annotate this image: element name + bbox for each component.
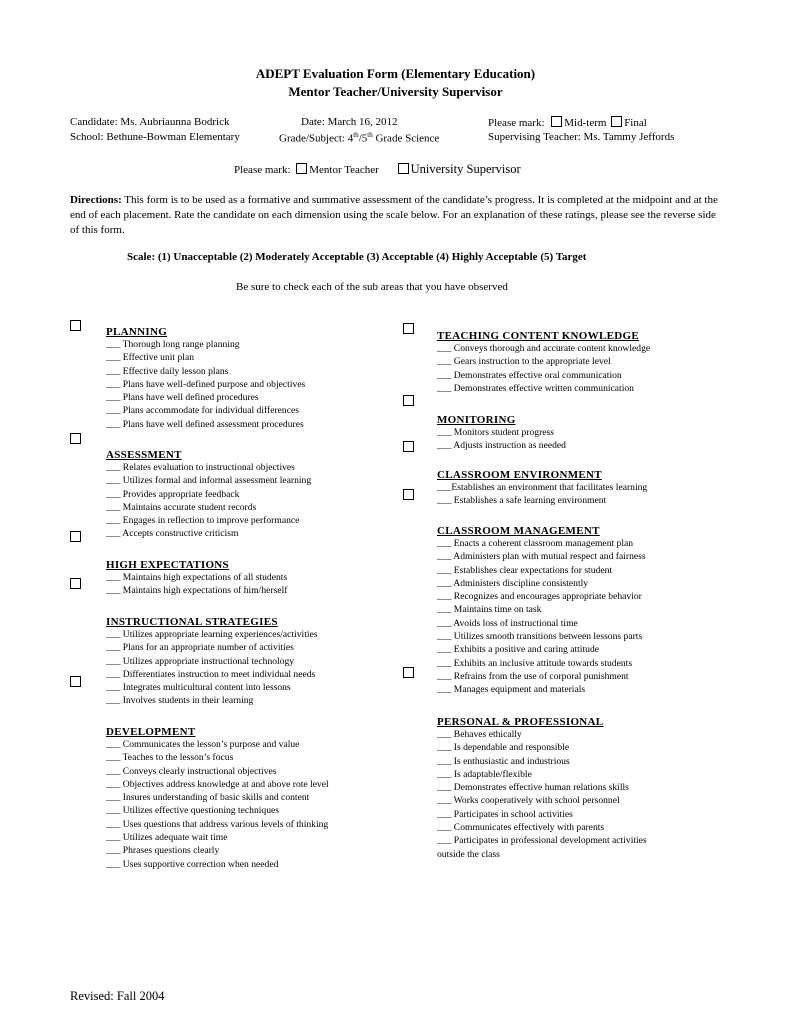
supervising-teacher: Supervising Teacher: Ms. Tammy Jeffords <box>488 131 675 143</box>
mentor-teacher-checkbox[interactable] <box>296 163 307 174</box>
criterion-item: ___ Participates in school activities <box>437 808 573 820</box>
final-label: Final <box>624 117 647 129</box>
criterion-item: ___ Utilizes formal and informal assessment learning <box>106 475 312 487</box>
criterion-item: ___ Uses supportive correction when needed <box>106 858 279 870</box>
criterion-item: ___ Demonstrates effective written communication <box>437 382 634 394</box>
section-title: HIGH EXPECTATIONS <box>106 559 229 571</box>
criterion-item: ___ Utilizes effective questioning techniques <box>106 805 279 817</box>
section-title: MONITORING <box>437 414 516 426</box>
criterion-item: ___ Plans for an appropriate number of activities <box>106 642 294 654</box>
personal-professional-checkbox[interactable] <box>403 667 414 678</box>
criterion-item: ___ Thorough long range planning <box>106 339 240 350</box>
section-high-expectations <box>106 559 287 598</box>
criterion-item: ___ Integrates multicultural content into lessons <box>106 682 291 694</box>
section-title: PLANNING <box>106 326 168 338</box>
planning-checkbox[interactable] <box>70 320 81 331</box>
item-list <box>437 728 647 861</box>
candidate-name: Candidate: Ms. Aubriaunna Bodrick <box>70 116 230 128</box>
criterion-item: ___ Refrains from the use of corporal punishment <box>437 670 629 682</box>
criterion-item: ___ Communicates effectively with parents <box>437 822 605 834</box>
item-list <box>106 338 305 431</box>
evaluation-date: Date: March 16, 2012 <box>301 116 398 128</box>
item-list <box>106 571 287 598</box>
criterion-item: ___ Maintains time on task <box>437 604 542 616</box>
criterion-item: ___ Utilizes adequate wait time <box>106 832 228 844</box>
criterion-item: ___ Demonstrates effective oral communication <box>437 369 622 381</box>
criterion-item: ___ Effective unit plan <box>106 352 195 364</box>
criterion-item: ___ Administers discipline consistently <box>437 577 589 589</box>
criterion-item: ___ Plans have well defined assessment procedures <box>106 418 304 430</box>
section-title: INSTRUCTIONAL STRATEGIES <box>106 616 278 628</box>
section-monitoring <box>437 414 566 453</box>
role-mark-row: Please mark: Mentor Teacher University Supervisor <box>234 162 521 176</box>
section-title: ASSESSMENT <box>106 449 182 461</box>
criterion-item: ___ Plans accommodate for individual differences <box>106 405 299 417</box>
criterion-item: ___ Is enthusiastic and industrious <box>437 755 570 767</box>
university-supervisor-checkbox[interactable] <box>398 163 409 174</box>
section-instructional-strategies <box>106 616 318 708</box>
criterion-item: ___ Accepts constructive criticism <box>106 528 239 540</box>
criterion-item: ___ Monitors student progress <box>437 427 554 438</box>
classroom-environment-checkbox[interactable] <box>403 441 414 452</box>
criterion-item: ___ Manages equipment and materials <box>437 684 586 696</box>
item-list <box>106 461 311 541</box>
midterm-checkbox[interactable] <box>551 116 562 127</box>
criterion-item: ___ Enacts a coherent classroom management plan <box>437 538 634 549</box>
criterion-item: ___ Exhibits a positive and caring attitude <box>437 644 599 656</box>
criterion-item: ___ Maintains high expectations of all students <box>106 572 288 583</box>
criterion-item: ___ Demonstrates effective human relations skills <box>437 782 629 794</box>
criterion-item: ___ Communicates the lesson’s purpose and value <box>106 739 300 750</box>
section-title: CLASSROOM ENVIRONMENT <box>437 469 602 481</box>
criterion-item: ___ Objectives address knowledge at and above rote level <box>106 778 329 790</box>
school-name: School: Bethune-Bowman Elementary <box>70 131 240 143</box>
criterion-item: ___ Establishes a safe learning environment <box>437 495 607 507</box>
criterion-item: ___ Conveys thorough and accurate content knowledge <box>437 343 651 354</box>
section-planning <box>106 326 305 431</box>
criterion-item: ___ Utilizes smooth transitions between lessons parts <box>437 631 643 643</box>
section-title: DEVELOPMENT <box>106 726 196 738</box>
criterion-item: ___ Maintains accurate student records <box>106 501 257 513</box>
classroom-management-checkbox[interactable] <box>403 489 414 500</box>
criterion-item: ___ Works cooperatively with school personnel <box>437 795 620 807</box>
midterm-label: Mid-term <box>564 117 607 129</box>
grade-subject: Grade/Subject: 4th/5th Grade Science <box>279 131 440 145</box>
criterion-item: ___ Is dependable and responsible <box>437 742 570 754</box>
item-list <box>106 738 329 871</box>
criterion-item: ___ Phrases questions clearly <box>106 845 220 857</box>
item-list <box>437 481 647 508</box>
monitoring-checkbox[interactable] <box>403 395 414 406</box>
criterion-item: ___ Plans have well-defined purpose and objectives <box>106 378 306 390</box>
criterion-item: ___ Is adaptable/flexible <box>437 768 532 780</box>
check-note: Be sure to check each of the sub areas that you have observed <box>236 281 508 293</box>
term-mark-label: Please mark: Mid-term Final <box>488 117 647 129</box>
item-list <box>437 426 566 453</box>
development-checkbox[interactable] <box>70 676 81 687</box>
section-classroom-management <box>437 525 646 697</box>
criterion-item: ___ Gears instruction to the appropriate level <box>437 356 611 368</box>
section-title: CLASSROOM MANAGEMENT <box>437 525 600 537</box>
section-classroom-environment <box>437 469 647 508</box>
criterion-item: ___ Relates evaluation to instructional objectives <box>106 462 295 473</box>
criterion-item: ___ Uses questions that address various levels of thinking <box>106 818 329 830</box>
section-teaching-content-knowledge <box>437 330 650 395</box>
criterion-item: ___ Adjusts instruction as needed <box>437 440 566 452</box>
criterion-item: ___ Differentiates instruction to meet individual needs <box>106 668 316 680</box>
criterion-item: ___ Recognizes and encourages appropriate behavior <box>437 591 642 603</box>
criterion-item: ___ Establishes clear expectations for student <box>437 564 613 576</box>
criterion-item: ___ Utilizes appropriate instructional technology <box>106 655 295 667</box>
criterion-item: ___ Engages in reflection to improve performance <box>106 515 300 527</box>
form-title: ADEPT Evaluation Form (Elementary Education) <box>255 66 536 81</box>
mentor-teacher-label: Mentor Teacher <box>309 164 379 176</box>
item-list <box>106 628 318 708</box>
criterion-item: ___ Provides appropriate feedback <box>106 488 240 500</box>
section-development <box>106 726 329 871</box>
criterion-item: ___ Teaches to the lesson’s focus <box>106 752 234 764</box>
instructional-strategies-checkbox[interactable] <box>70 578 81 589</box>
final-checkbox[interactable] <box>611 116 622 127</box>
section-assessment <box>106 449 311 541</box>
section-title: TEACHING CONTENT KNOWLEDGE <box>437 330 639 342</box>
directions: Directions: This form is to be used as a formative and summative assessment of the candidate’s progress. It is completed at the midpoint and at the end of each placement. Rate the candidate on each dimension using the scale below. For an explanation of these ratings, please see the reverse side of this form. <box>70 194 718 236</box>
criterion-item: ___ Utilizes appropriate learning experiences/activities <box>106 629 318 640</box>
criterion-item: ___ Exhibits an inclusive attitude towards students <box>437 657 633 669</box>
criterion-item: ___ Insures understanding of basic skills and content <box>106 792 310 804</box>
high-expectations-checkbox[interactable] <box>70 531 81 542</box>
criterion-item: outside the class <box>437 848 500 860</box>
section-personal-professional <box>437 716 647 861</box>
item-list <box>437 342 650 395</box>
criterion-item: ___ Avoids loss of instructional time <box>437 617 578 629</box>
criterion-item: ___ Participates in professional development activities <box>437 835 647 847</box>
assessment-checkbox[interactable] <box>70 433 81 444</box>
criterion-item: ___ Behaves ethically <box>437 729 522 740</box>
item-list <box>437 537 646 697</box>
criterion-item: ___ Administers plan with mutual respect and fairness <box>437 551 646 563</box>
teaching-content-knowledge-checkbox[interactable] <box>403 323 414 334</box>
university-supervisor-label: University Supervisor <box>410 162 521 176</box>
criterion-item: ___ Conveys clearly instructional objectives <box>106 765 277 777</box>
criterion-item: ___ Involves students in their learning <box>106 695 254 707</box>
criterion-item: ___Establishes an environment that facilitates learning <box>437 482 648 493</box>
revision-footer: Revised: Fall 2004 <box>70 989 165 1003</box>
rating-scale: Scale: (1) Unacceptable (2) Moderately Acceptable (3) Acceptable (4) Highly Acceptable (5) Target <box>127 251 587 263</box>
criterion-item: ___ Effective daily lesson plans <box>106 365 229 377</box>
criterion-item: ___ Plans have well defined procedures <box>106 392 259 404</box>
section-title: PERSONAL & PROFESSIONAL <box>437 716 604 728</box>
form-subtitle: Mentor Teacher/University Supervisor <box>288 84 503 99</box>
criterion-item: ___ Maintains high expectations of him/herself <box>106 585 288 597</box>
